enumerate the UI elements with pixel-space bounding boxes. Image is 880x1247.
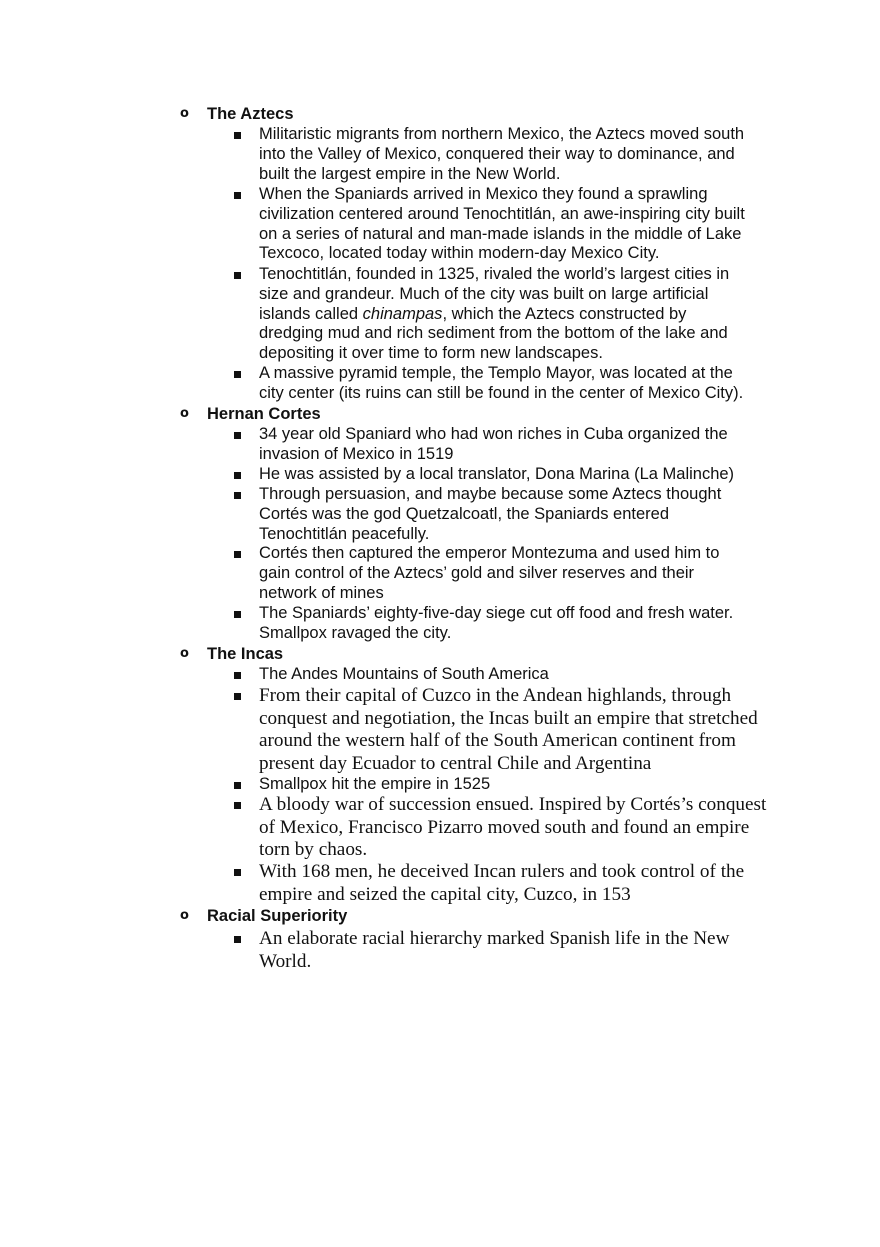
- section-heading: The Aztecs: [207, 105, 294, 123]
- square-bullet-icon: [234, 132, 241, 139]
- square-bullet-icon: [234, 782, 241, 789]
- square-bullet-icon: [234, 472, 241, 479]
- square-bullet-icon: [234, 802, 241, 809]
- square-bullet-icon: [234, 272, 241, 279]
- list-item: Tenochtitlán, founded in 1325, rivaled the world’s largest cities in size and grandeur. Much of the city was built on large artificial islands called chinampas, which the Aztecs constructed by dredging mud and rich sediment from the bottom of the lake and depositing it over time to form new landscapes.: [259, 265, 779, 364]
- square-bullet-icon: [234, 551, 241, 558]
- section-heading: Racial Superiority: [207, 907, 348, 925]
- list-item: A massive pyramid temple, the Templo Mayor, was located at the city center (its ruins can still be found in the center of Mexico City).: [259, 364, 779, 404]
- list-item: With 168 men, he deceived Incan rulers and took control of the empire and seized the capital city, Cuzco, in 153: [259, 861, 779, 906]
- square-bullet-icon: [234, 869, 241, 876]
- section-bullet: o: [180, 646, 189, 661]
- square-bullet-icon: [234, 192, 241, 199]
- list-item: Militaristic migrants from northern Mexico, the Aztecs moved south into the Valley of Mexico, conquered their way to dominance, and built the largest empire in the New World.: [259, 125, 779, 184]
- section-bullet: o: [180, 406, 189, 421]
- list-item: Smallpox hit the empire in 1525: [259, 775, 779, 795]
- list-item: From their capital of Cuzco in the Andean highlands, through conquest and negotiation, the Incas built an empire that stretched around the western half of the South American continent from present day Ecuador to central Chile and Argentina: [259, 685, 779, 775]
- section-bullet: o: [180, 908, 189, 923]
- square-bullet-icon: [234, 611, 241, 618]
- square-bullet-icon: [234, 371, 241, 378]
- list-item: 34 year old Spaniard who had won riches in Cuba organized the invasion of Mexico in 1519: [259, 425, 779, 465]
- square-bullet-icon: [234, 693, 241, 700]
- section-bullet: o: [180, 106, 189, 121]
- italic-term: chinampas: [362, 304, 443, 323]
- square-bullet-icon: [234, 672, 241, 679]
- square-bullet-icon: [234, 936, 241, 943]
- list-item: Through persuasion, and maybe because some Aztecs thought Cortés was the god Quetzalcoatl, the Spaniards entered Tenochtitlán peacefully.: [259, 485, 779, 544]
- section-heading: Hernan Cortes: [207, 405, 321, 423]
- list-item: He was assisted by a local translator, Dona Marina (La Malinche): [259, 465, 779, 485]
- square-bullet-icon: [234, 492, 241, 499]
- list-item: When the Spaniards arrived in Mexico they found a sprawling civilization centered around Tenochtitlán, an awe-inspiring city built on a series of natural and man-made islands in the middle of Lake Texcoco, located today within modern-day Mexico City.: [259, 185, 779, 264]
- section-heading: The Incas: [207, 645, 284, 663]
- list-item: Cortés then captured the emperor Montezuma and used him to gain control of the Aztecs’ gold and silver reserves and their network of mines: [259, 544, 779, 603]
- list-item: The Spaniards’ eighty-five-day siege cut off food and fresh water. Smallpox ravaged the city.: [259, 604, 779, 644]
- list-item: A bloody war of succession ensued. Inspired by Cortés’s conquest of Mexico, Francisco Pizarro moved south and found an empire torn by chaos.: [259, 794, 779, 862]
- square-bullet-icon: [234, 432, 241, 439]
- list-item: The Andes Mountains of South America: [259, 665, 779, 685]
- list-item: An elaborate racial hierarchy marked Spanish life in the New World.: [259, 928, 779, 973]
